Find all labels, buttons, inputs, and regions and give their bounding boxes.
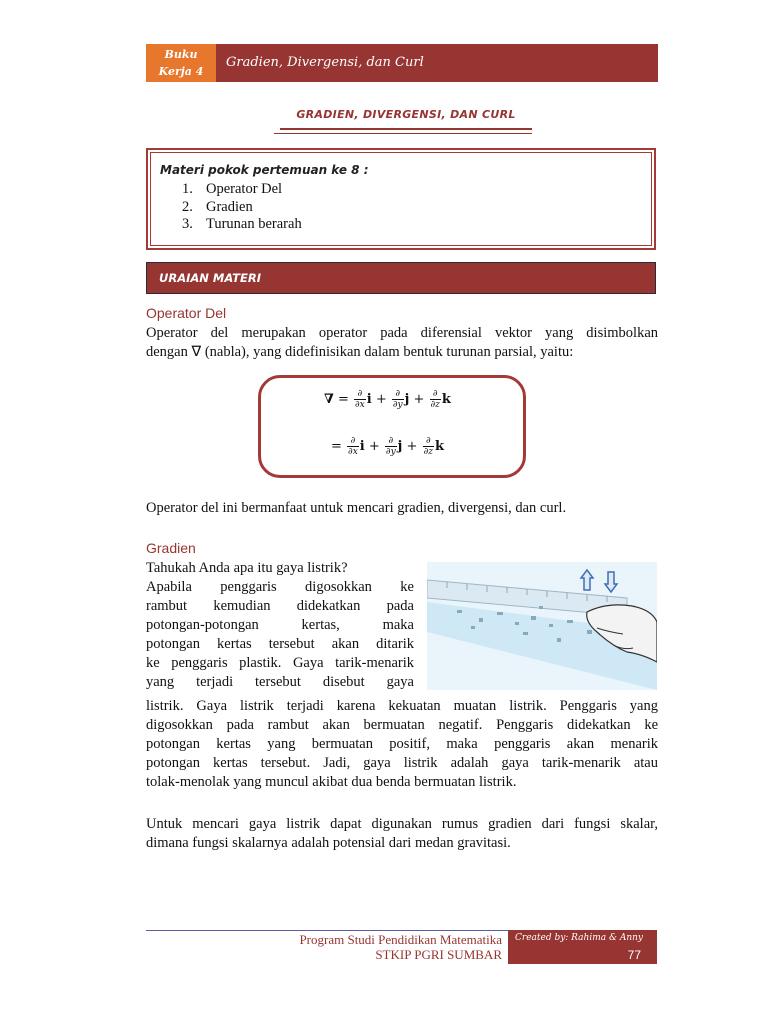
list-item: 1. Operator Del <box>182 181 283 197</box>
fraction-dy: $\frac{\partial}{\partial y}$ <box>392 389 403 410</box>
footer-text <box>210 932 502 962</box>
paragraph-gradien-narrow: Tahukah Anda apa itu gaya listrik? Apabila penggaris digosokkan ke rambut kemudian didekatkan pada potongan-potongan kertas, maka potongan kertas tersebut akan ditarik ke penggaris plastik. Gaya tarik-menarik yang terjadi tersebut disebut gaya <box>146 560 414 690</box>
page-number: 77 <box>627 948 641 962</box>
book-label <box>146 44 216 82</box>
list-item: 3. Turunan berarah <box>182 216 302 232</box>
book-label-line2: Kerja 4 <box>158 65 204 78</box>
paragraph-operator-del-use: Operator del ini bermanfaat untuk mencari gradien, divergensi, dan curl. <box>146 500 567 516</box>
heading-operator-del: Operator Del <box>146 305 227 321</box>
materi-list <box>182 181 302 234</box>
footer-credit: Created by: Rahima & Anny <box>515 933 644 943</box>
page-title: GRADIEN, DIVERGENSI, DAN CURL <box>296 108 516 121</box>
paragraph-gradien-wide: listrik. Gaya listrik terjadi karena kekuatan muatan listrik. Penggaris yang digosokkan pada rambut akan bermuatan negatif. Penggaris didekatkan ke potongan kertas yang bermuatan positif, maka penggaris akan menarik potongan kertas tersebut. Jadi, gaya listrik adalah gaya tarik-menarik atau tolak-menolak yang muncul akibat dua benda bermuatan listrik. <box>146 698 658 790</box>
ruler-illustration <box>427 562 657 690</box>
formula-line-1: ∇ = $\frac{\partial}{\partial x}$ i + $\frac{\partial}{\partial y}$ j + $\frac{\partial}{\partial z}$ k <box>324 389 451 410</box>
fraction-dx: $\frac{\partial}{\partial x}$ <box>354 389 365 410</box>
formula-line-2: = $\frac{\partial}{\partial x}$ i + $\frac{\partial}{\partial y}$ j + $\frac{\partial}{\partial z}$ k <box>331 436 444 457</box>
book-label-line1: Buku <box>164 48 198 61</box>
heading-gradien: Gradien <box>146 540 196 556</box>
ruler-image <box>427 562 657 690</box>
fraction-dx: $\frac{\partial}{\partial x}$ <box>348 436 358 457</box>
fraction-dy: $\frac{\partial}{\partial y}$ <box>385 436 396 457</box>
footer-program: Program Studi Pendidikan Matematika <box>299 932 502 947</box>
fraction-dz: $\frac{\partial}{\partial z}$ <box>430 389 440 410</box>
paragraph-gradien-last: Untuk mencari gaya listrik dapat digunakan rumus gradien dari fungsi skalar, dimana fungsi skalarnya adalah potensial dari medan gravitasi. <box>146 816 658 851</box>
fraction-dz: $\frac{\partial}{\partial z}$ <box>423 436 433 457</box>
paragraph-operator-del: Operator del merupakan operator pada diferensial vektor yang disimbolkan dengan ∇ (nabla), yang didefinisikan dalam bentuk turunan parsial, yaitu: <box>146 325 658 360</box>
header-title: Gradien, Divergensi, dan Curl <box>216 44 658 82</box>
materi-heading: Materi pokok pertemuan ke 8 : <box>160 163 369 177</box>
footer-institution: STKIP PGRI SUMBAR <box>375 947 502 962</box>
section-bar-uraian-materi: URAIAN MATERI <box>146 262 656 294</box>
list-item: 2. Gradien <box>182 198 253 215</box>
footer-box <box>508 930 657 964</box>
title-underline-thin <box>274 133 532 134</box>
title-underline <box>280 128 532 130</box>
footer-rule <box>146 930 508 931</box>
